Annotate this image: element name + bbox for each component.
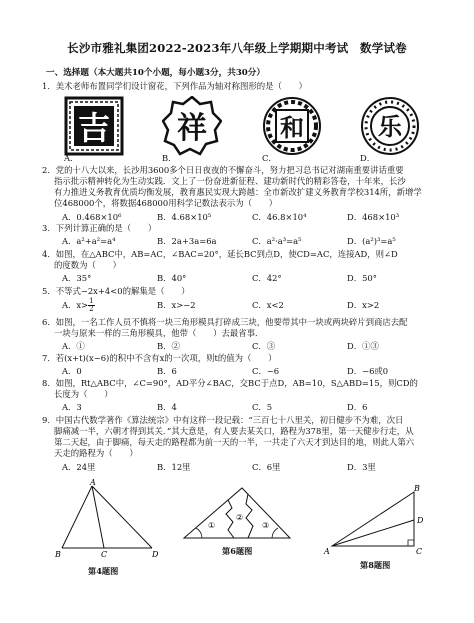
option-c: C．a²·a³=a⁵ — [252, 236, 302, 246]
seal-d-image — [360, 96, 420, 156]
option-a: A．0 — [62, 366, 82, 376]
fig4-label-c: C — [101, 550, 108, 559]
seal-c-image — [262, 96, 322, 156]
window-flower-options — [50, 96, 430, 160]
option-b: B．12里 — [157, 462, 191, 472]
fraction-denominator: 2 — [89, 305, 94, 313]
question-4-line-1: 4．如图，在△ABC中，AB=AC，∠BAC=20°，延长BC到点D，使CD=AC，连接AD，则∠D — [42, 249, 398, 259]
option-b: B．x>−2 — [157, 300, 196, 311]
question-9-line-3: 第二天起，由于脚痛，每天走的路程都为前一天的一半，一共走了六天才到达目的地，则此人第六 — [54, 437, 415, 447]
option-c: C．x<2 — [252, 300, 284, 311]
option-b: B．4.68×10⁵ — [157, 212, 212, 222]
question-3-stem: 3．下列计算正确的是（ ） — [42, 223, 157, 233]
option-b: B．2a+3a=6a — [157, 236, 217, 246]
question-5-stem: 5．不等式−2x+4<0的解集是（ ） — [42, 286, 190, 296]
option-c: C．−6 — [252, 366, 280, 376]
question-4-line-2: 的度数为（ ） — [54, 260, 121, 270]
option-b: B．② — [157, 341, 180, 351]
question-2-line-1: 2．党的十八大以来，长沙用3600多个日日夜夜的不懈奋斗，努力把习总书记对湖南重要讲话重要 — [42, 165, 404, 175]
fig6-label-1: ① — [208, 521, 216, 530]
question-9-line-4: 天走的路程为（ ） — [54, 448, 138, 458]
option-a — [62, 298, 157, 313]
option-a: A．3 — [62, 402, 82, 412]
option-c: C．6里 — [252, 462, 281, 472]
seal-d-glyph: 乐 — [378, 113, 402, 141]
option-b: B．4 — [157, 402, 177, 412]
question-8-line-2: 长度为（ ） — [54, 389, 113, 399]
question-9-line-2: 脚痛减一半，六朝才得到其关．”其大意是，有人要去某关口，路程为378里，第一天健步行走，从 — [54, 426, 414, 436]
question-5-options — [62, 298, 442, 313]
option-c: C．③ — [252, 341, 276, 351]
option-c: C．5 — [252, 402, 273, 412]
option-d: D．3里 — [347, 462, 376, 472]
option-d: D．6 — [347, 402, 368, 412]
question-8-options — [62, 402, 442, 413]
question-1-stem: 1．美术老师布置同学们设计窗花，下列作品为轴对称图形的是（ ） — [42, 81, 307, 91]
figure-4-caption: 第4题图 — [88, 566, 119, 576]
option-a: A．① — [62, 341, 85, 351]
option-a: A．35° — [62, 273, 92, 283]
seal-a-glyph: 吉 — [77, 109, 111, 147]
question-3-options — [62, 236, 442, 247]
figure-4-triangle — [52, 478, 164, 564]
option-a: A．24里 — [62, 462, 96, 472]
option-d: D．x>2 — [347, 300, 380, 311]
option-label-c: C． — [262, 153, 277, 163]
fig8-label-c: C — [416, 547, 423, 556]
option-a: A．a²+a²=a⁴ — [62, 236, 116, 246]
section-heading: 一、选择题（本大题共10个小题，每小题3分，共30分） — [46, 68, 265, 78]
page-title: 长沙市雅礼集团2022-2023年八年级上学期期中考试 数学试卷 — [67, 41, 407, 55]
question-7-options — [62, 366, 442, 377]
option-label-d: D． — [360, 153, 376, 163]
seal-b-glyph: 祥 — [177, 111, 207, 146]
fig8-label-b: B — [414, 484, 420, 493]
option-label-b: B． — [162, 153, 177, 163]
fig4-label-b: B — [55, 550, 61, 559]
question-8-stem: 8．如图，Rt△ABC中，∠C=90°，AD平分∠BAC，交BC于点D，AB=10，S△ABD=15，则CD的 — [42, 378, 418, 388]
fig8-label-a: A — [324, 547, 330, 556]
figure-8-caption: 第8题图 — [360, 560, 391, 570]
fig6-label-2: ② — [236, 513, 244, 522]
question-4-options — [62, 273, 442, 284]
option-c: C．42° — [252, 273, 282, 283]
question-2-options — [62, 212, 442, 223]
fig8-label-d: D — [417, 516, 424, 525]
figure-6-broken-triangle — [178, 482, 296, 544]
question-2-line-2: 指示批示精神转化为生动实践．文上了一份奋进新征程、建功新时代的精彩答卷，十年来，长沙 — [54, 176, 406, 186]
option-b: B．6 — [157, 366, 177, 376]
question-9-line-1: 9．中国古代数学著作《算法统宗》中有这样一段记载：“三百七十八里关，初日健步不为难，次日 — [42, 415, 404, 425]
question-9-options — [62, 462, 442, 473]
fraction-numerator: 1 — [89, 297, 94, 305]
fig6-label-3: ③ — [262, 521, 270, 530]
fig4-label-d: D — [152, 550, 159, 559]
option-c: C．46.8×10⁴ — [252, 212, 307, 222]
seal-b-image — [162, 96, 222, 156]
fig4-label-a: A — [90, 478, 96, 487]
option-d: D．50° — [347, 273, 377, 283]
option-label-a: A． — [64, 153, 79, 163]
question-6-line-2: 一块与原来一样的三角形模具，他带（ ）去最省事． — [54, 328, 264, 338]
option-d: D．−6或0 — [347, 366, 389, 376]
seal-c-glyph: 和 — [280, 114, 304, 142]
question-6-line-1: 6．如图，一名工作人员不慎将一块三角形模具打碎成三块，他要带其中一块或两块碎片到商店去配 — [42, 317, 408, 327]
option-a-prefix: A．x> — [62, 300, 89, 310]
question-6-options — [62, 341, 442, 352]
fraction-one-half — [88, 298, 94, 313]
option-d: D．(a²)³=a⁵ — [347, 236, 396, 246]
option-a: A．0.468×10⁶ — [62, 212, 122, 222]
figure-6-caption: 第6题图 — [222, 546, 253, 556]
question-2-line-3: 有力推进义务教育优质均衡发展，教育惠民实现大跨越：全市新改扩建义务教育学校314所，新增学 — [54, 187, 422, 197]
figure-8-right-triangle — [322, 484, 426, 556]
question-2-line-4: 位468000个，将数据468000用科学记数法表示为（ ） — [54, 198, 278, 208]
option-d: D．①③ — [347, 341, 379, 351]
seal-a-image — [64, 96, 124, 156]
option-d: D．468×10³ — [347, 212, 400, 222]
question-7-stem: 7．若(x+t)(x−6)的积中不含有x的一次项，则t的值为（ ） — [42, 353, 277, 363]
option-b: B．40° — [157, 273, 187, 283]
